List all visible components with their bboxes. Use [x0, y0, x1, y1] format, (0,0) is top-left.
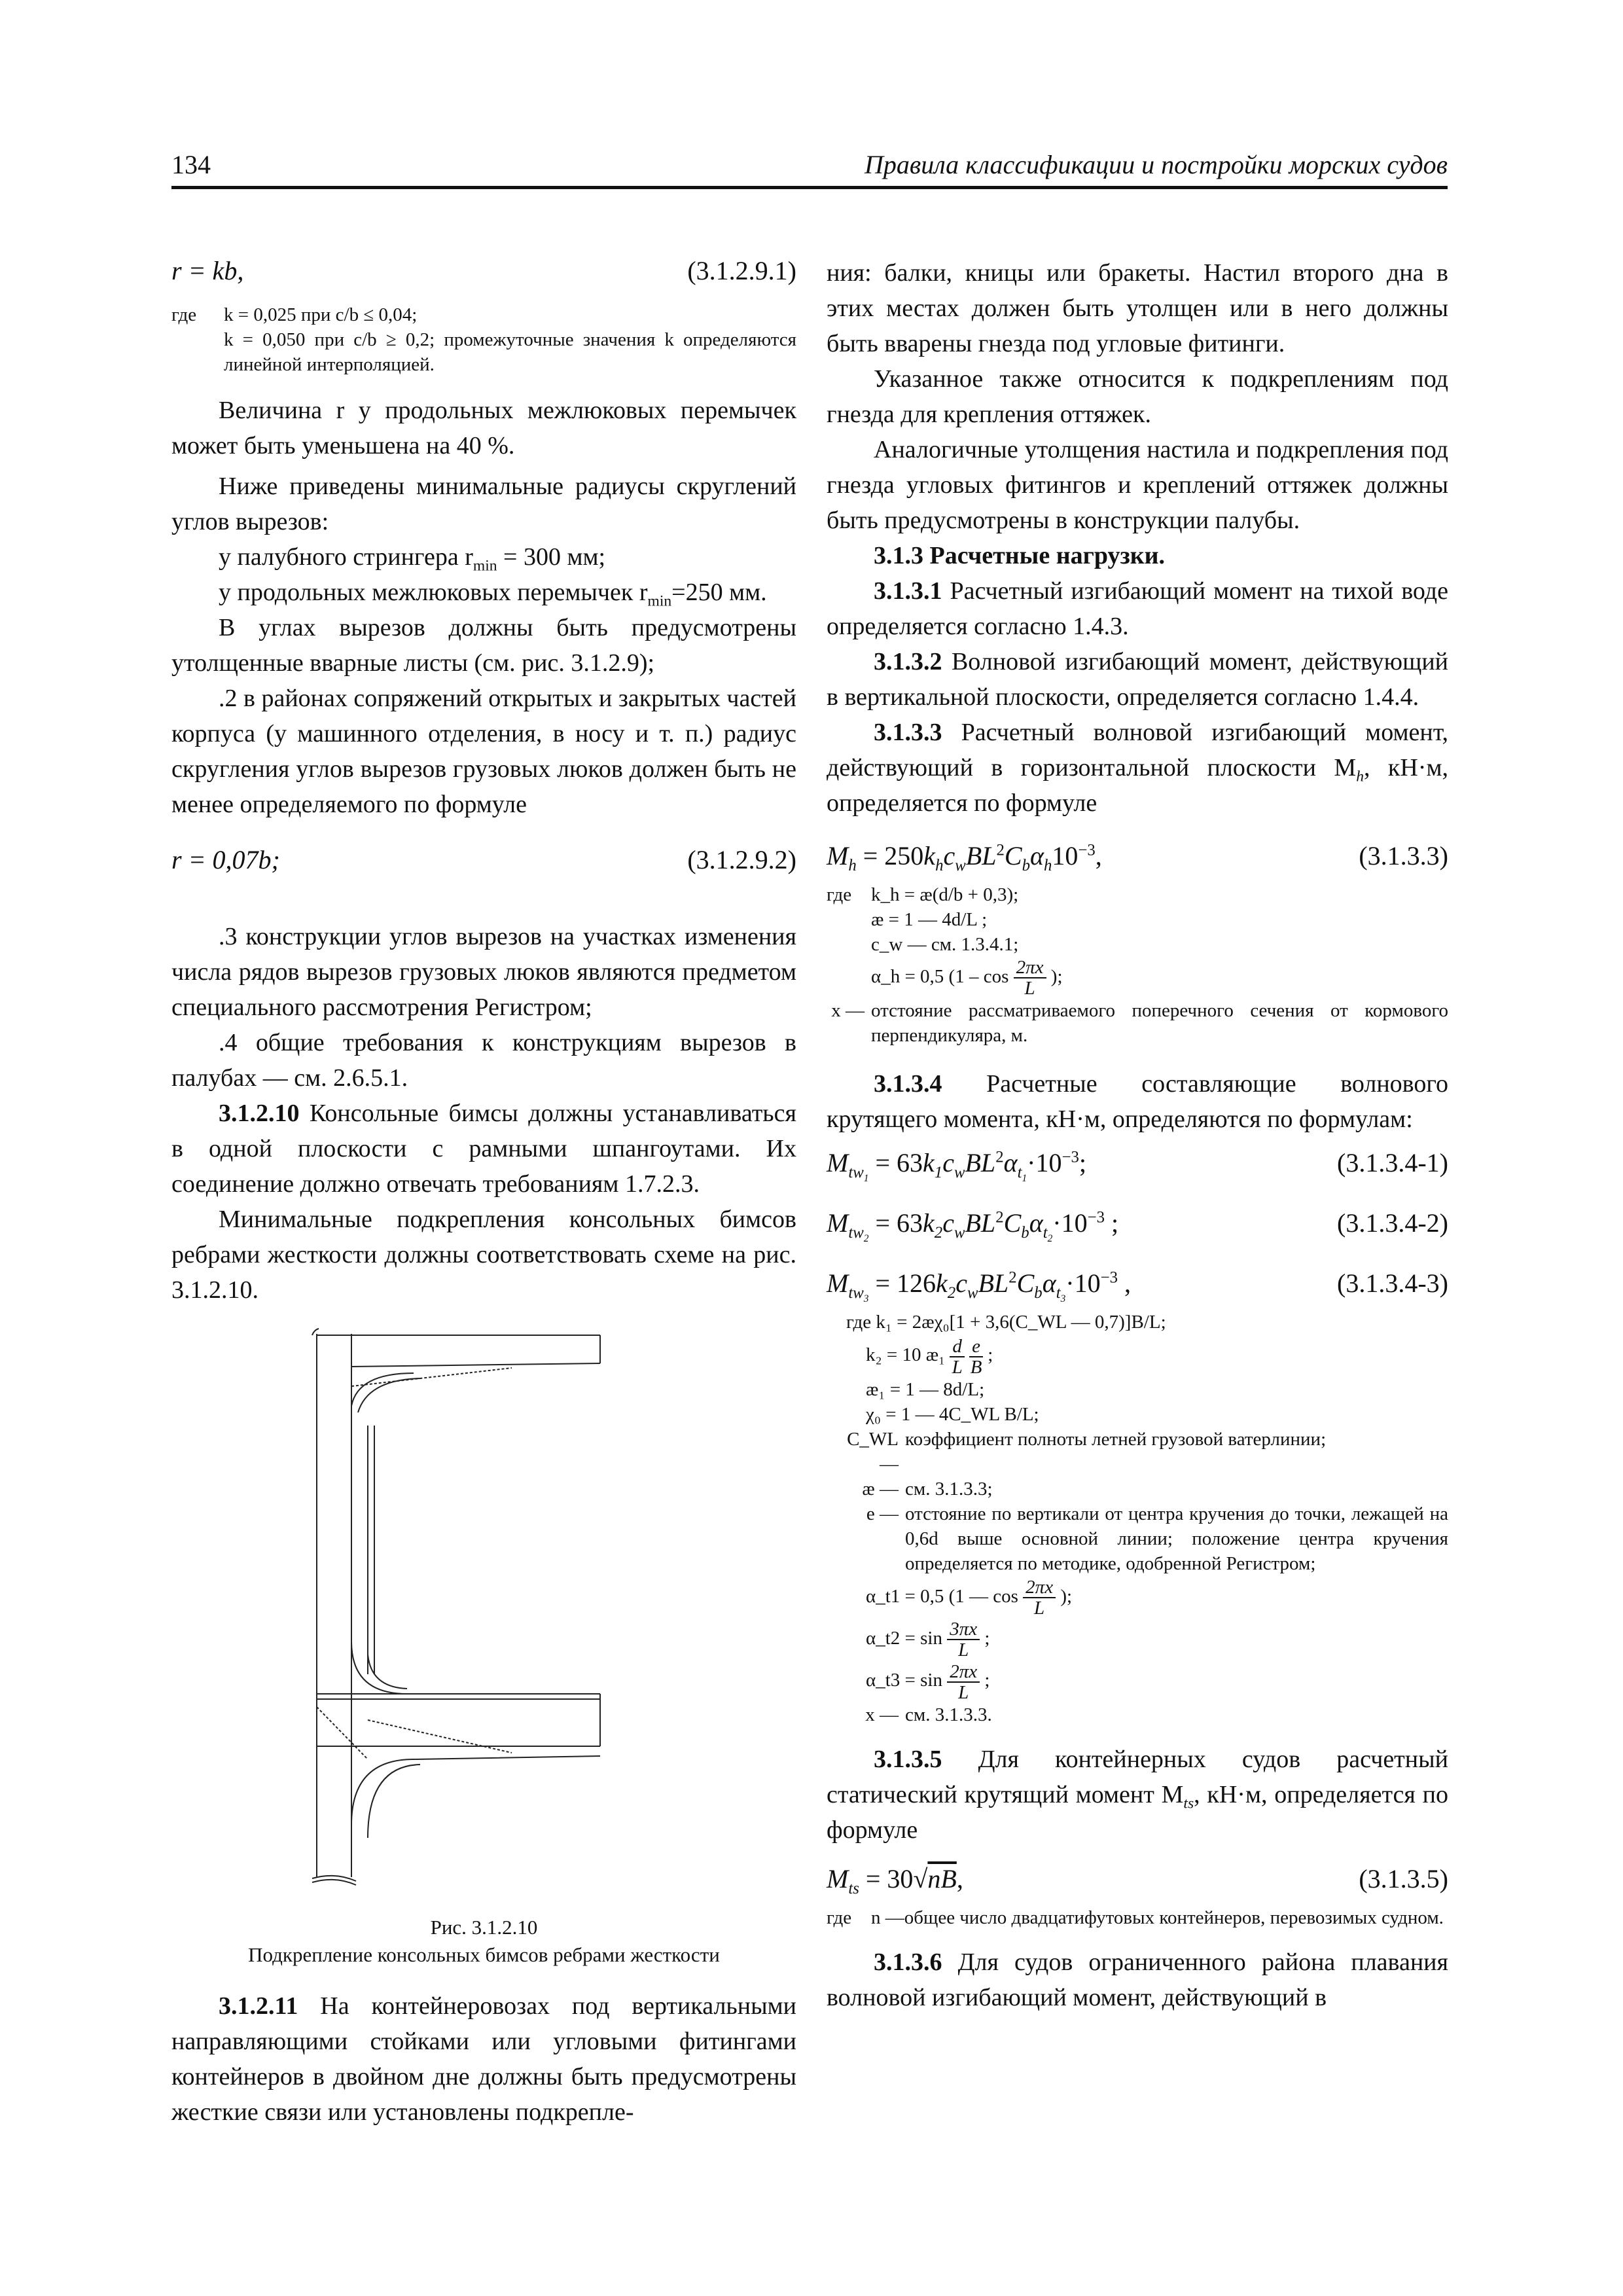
paragraph: Величина r у продольных межлюковых перемычек может быть уменьшена на 40 %.	[171, 397, 796, 459]
section-number: 3.1.3.2	[874, 648, 942, 675]
left-column	[171, 255, 796, 2130]
right-column	[827, 255, 1448, 2015]
formula: $M_{tw_1} = 63k_1c_wBL^2\alpha_{t_1}\cdot 10^{-3}$;	[827, 1148, 1087, 1185]
figure-drawing	[171, 1327, 796, 1903]
running-title: Правила классификации и постройки морских судов	[864, 150, 1448, 179]
section-number: 3.1.3.3	[874, 719, 942, 746]
paragraph: Минимальные подкрепления консольных бимсов ребрами жесткости должны соответствовать схеме на рис. 3.1.2.10.	[171, 1206, 796, 1304]
formula: r = kb,	[171, 256, 244, 285]
section-number: 3.1.3.5	[874, 1745, 942, 1773]
paragraph: 3.1.3.2 Волновой изгибающий момент, действующий в вертикальной плоскости, определяется согласно 1.4.4.	[827, 648, 1448, 711]
paragraph: 3.1.3.4 Расчетные составляющие волнового крутящего момента, кН·м, определяются по формулам:	[827, 1070, 1448, 1134]
paragraph: В углах вырезов должны быть предусмотрены утолщенные вварные листы (см. рис. 3.1.2.9);	[171, 614, 796, 677]
formula: $M_{ts} = 30√nB$,	[827, 1863, 963, 1897]
fraction: $\frac{2\pi x}{L}$	[947, 1662, 980, 1702]
paragraph: у продольных межлюковых перемычек $r_{min}=250$ мм.	[219, 579, 767, 610]
where-block-3: где k_h = æ(d/b + 0,3); æ = 1 — 4d/L ; c_w — см. 1.3.4.1; α_h = 0,5 (1 – cos $\frac{2\pi x}{L}$ ); x — отстояние рассматриваемого поперечного сечения от кормового перпендикуляра, м.	[827, 884, 1448, 1047]
equation-3-1-2-9-1	[171, 255, 796, 297]
equation-3-1-3-5	[827, 1863, 1448, 1905]
section-number: 3.1.2.11	[219, 1992, 298, 2020]
section-number: 3.1.3.4	[874, 1070, 942, 1098]
section-number: 3.1.2.10	[219, 1100, 300, 1127]
section-number: 3.1.3.6	[874, 1948, 942, 1976]
figure-cantilever-beam	[171, 1327, 796, 1969]
equation-3-1-3-3	[827, 840, 1448, 882]
equation-number: (3.1.3.4-2)	[1337, 1208, 1448, 1238]
where-block-5: где n —общее число двадцатифутовых контейнеров, перевозимых судном.	[827, 1907, 1444, 1928]
paragraph: у палубного стрингера $r_{min} = 300$ мм;	[219, 543, 606, 575]
equation-3-1-3-4-2	[827, 1208, 1448, 1249]
paragraph: Ниже приведены минимальные радиусы скруглений углов вырезов:	[171, 473, 796, 535]
equation-number: (3.1.2.9.2)	[687, 845, 796, 874]
paragraph: .4 общие требования к конструкциям вырезов в палубах — см. 2.6.5.1.	[171, 1029, 796, 1092]
equation-3-1-3-4-3	[827, 1268, 1448, 1310]
paragraph: ния: балки, кницы или бракеты. Настил второго дна в этих местах должен быть утолщен или в него должны быть вварены гнезда под угловые фитинги.	[827, 259, 1448, 357]
formula: $M_{tw_2} = 63k_2c_wBL^2C_b\alpha_{t_2}\cdot 10^{-3}$ ;	[827, 1208, 1119, 1245]
paragraph: 3.1.3.5 Для контейнерных судов расчетный статический крутящий момент $M_{ts}$, кН·м, определяется по формуле	[827, 1745, 1448, 1844]
section-heading: 3.1.3 Расчетные нагрузки.	[874, 542, 1166, 569]
paragraph: 3.1.3.3 Расчетный волновой изгибающий момент, действующий в горизонтальной плоскости $M_h$, кН·м, определяется по формуле	[827, 719, 1449, 817]
paragraph: 3.1.3.6 Для судов ограниченного района плавания волновой изгибающий момент, действующий в	[827, 1948, 1448, 2011]
equation-number: (3.1.2.9.1)	[687, 256, 796, 285]
fraction: $\frac{3\pi x}{L}$	[947, 1619, 980, 1660]
fraction: $\frac{d}{L}$	[950, 1336, 965, 1377]
fraction: $\frac{2\pi x}{L}$	[1014, 958, 1046, 998]
where-row: где k = 0,025 при c/b ≤ 0,04;	[171, 304, 418, 325]
where-row: k = 0,050 при c/b ≥ 0,2; промежуточные значения k определяются линейной интерполяцией.	[224, 329, 796, 375]
paragraph: Указанное также относится к подкреплениям под гнезда для крепления оттяжек.	[827, 365, 1448, 428]
figure-caption-title: Подкрепление консольных бимсов ребрами жесткости	[248, 1943, 720, 1966]
figure-caption-number: Рис. 3.1.2.10	[430, 1916, 538, 1939]
page-header	[171, 145, 1448, 189]
formula: $M_h = 250k_hc_wBL^2C_b\alpha_h10^{-3}$,	[827, 841, 1102, 874]
equation-number: (3.1.3.3)	[1359, 841, 1448, 870]
formula: $M_{tw_3} = 126k_2c_wBL^2C_b\alpha_{t_3}\cdot 10^{-3}$ ,	[827, 1268, 1131, 1305]
equation-number: (3.1.3.4-1)	[1337, 1148, 1448, 1178]
equation-3-1-3-4-1	[827, 1147, 1448, 1189]
where-block-1	[171, 302, 796, 377]
paragraph: 3.1.3.1 Расчетный изгибающий момент на тихой воде определяется согласно 1.4.3.	[827, 577, 1448, 640]
fraction: $\frac{2\pi x}{L}$	[1023, 1577, 1056, 1618]
page-number: 134	[171, 150, 211, 179]
paragraph: .2 в районах сопряжений открытых и закрытых частей корпуса (у машинного отделения, в носу и т. п.) радиус скругления углов вырезов грузовых люков должен быть не менее определяемого по формуле	[171, 685, 796, 818]
paragraph: .3 конструкции углов вырезов на участках изменения числа рядов вырезов грузовых люков являются предметом специального рассмотрения Регистром;	[171, 923, 796, 1021]
paragraph: 3.1.2.10 Консольные бимсы должны устанавливаться в одной плоскости с рамными шпангоутами. Их соединение должно отвечать требованиям 1.7.2.3.	[171, 1100, 796, 1198]
equation-number: (3.1.3.4-3)	[1337, 1268, 1448, 1299]
where-block-4: где k₁ = 2æχ₀[1 + 3,6(C_WL — 0,7)]B/L; k₂ = 10 æ₁ $\frac{d}{L}$ $\frac{e}{B}$ ; æ₁ = 1 — 8d/L; χ₀ = 1 — 4C_WL B/L; C_WL — коэффициент полноты летней грузовой ватерлинии; æ — см. 3.1.3.3; e — отстояние по вертикали от центра кручения до точки, лежащей на 0,6d выше основной линии; положение центра кручения определяется по методике, одобренной Регистром; α_t1 = 0,5 (1 — cos $\frac{2\pi x}{L}$ ); α_t2 = sin $\frac{3\pi x}{L}$ ; α_t3 = sin $\frac{2\pi x}{L}$ ; x — см. 3.1.3.3.	[846, 1312, 1448, 1725]
equation-number: (3.1.3.5)	[1359, 1863, 1448, 1893]
formula: r = 0,07b;	[171, 845, 280, 874]
paragraph: 3.1.2.11 На контейнеровозах под вертикальными направляющими стойками или угловыми фитингами контейнеров в двойном дне должны быть предусмотрены жесткие связи или установлены подкрепле-	[171, 1992, 796, 2126]
paragraph: Аналогичные утолщения настила и подкрепления под гнезда угловых фитингов и креплений оттяжек должны быть предусмотрены в конструкции палубы.	[827, 436, 1448, 534]
section-number: 3.1.3.1	[874, 577, 942, 605]
equation-3-1-2-9-2	[171, 844, 796, 886]
fraction: $\frac{e}{B}$	[970, 1335, 982, 1378]
